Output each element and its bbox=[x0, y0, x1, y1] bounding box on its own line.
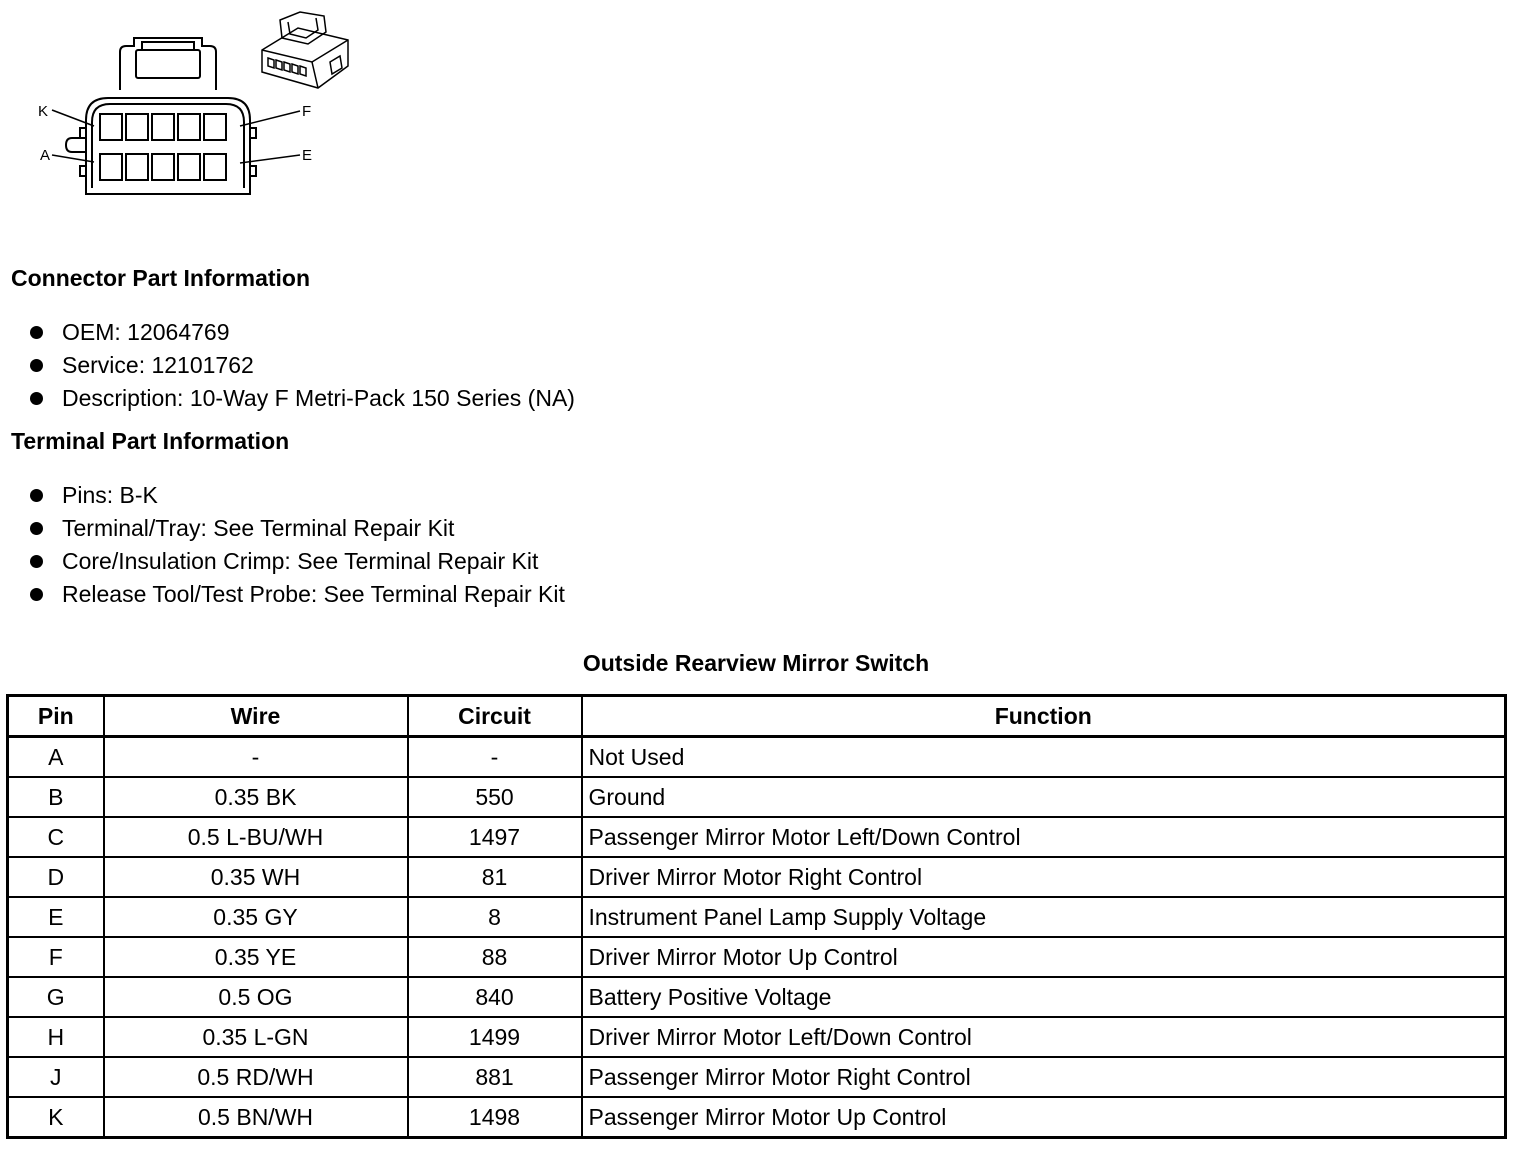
cell-circuit: - bbox=[408, 737, 582, 778]
cavity-row-top bbox=[100, 114, 226, 140]
cell-circuit: 881 bbox=[408, 1057, 582, 1097]
cell-wire: - bbox=[104, 737, 408, 778]
cell-wire: 0.5 L-BU/WH bbox=[104, 817, 408, 857]
cell-pin: A bbox=[8, 737, 104, 778]
list-item bbox=[30, 349, 575, 382]
header-function: Function bbox=[582, 696, 1506, 737]
table-row bbox=[8, 937, 1506, 977]
terminal-info-heading: Terminal Part Information bbox=[11, 428, 290, 454]
cell-function: Passenger Mirror Motor Right Control bbox=[582, 1057, 1506, 1097]
cell-circuit: 1498 bbox=[408, 1097, 582, 1138]
connector-latch-window bbox=[136, 50, 200, 78]
table-row bbox=[8, 777, 1506, 817]
cell-function: Driver Mirror Motor Right Control bbox=[582, 857, 1506, 897]
cell-pin: K bbox=[8, 1097, 104, 1138]
cell-wire: 0.35 L-GN bbox=[104, 1017, 408, 1057]
header-circuit: Circuit bbox=[408, 696, 582, 737]
table-title: Outside Rearview Mirror Switch bbox=[582, 650, 930, 676]
cell-wire: 0.35 BK bbox=[104, 777, 408, 817]
cell-circuit: 1497 bbox=[408, 817, 582, 857]
cell-circuit: 88 bbox=[408, 937, 582, 977]
cell-pin: E bbox=[8, 897, 104, 937]
cell-pin: G bbox=[8, 977, 104, 1017]
list-item-text: Release Tool/Test Probe: See Terminal Repair Kit bbox=[62, 581, 565, 607]
table-row bbox=[8, 1097, 1506, 1138]
connector-info-list bbox=[30, 316, 575, 415]
table-header-row bbox=[8, 696, 1506, 737]
list-item-text: Description: 10-Way F Metri-Pack 150 Series (NA) bbox=[62, 385, 575, 411]
list-item bbox=[30, 545, 565, 578]
cell-function: Not Used bbox=[582, 737, 1506, 778]
cell-pin: C bbox=[8, 817, 104, 857]
connector-info-heading: Connector Part Information bbox=[11, 265, 311, 291]
cavity-row-bottom bbox=[100, 154, 226, 180]
connector-isometric-view bbox=[262, 12, 348, 88]
connector-latch bbox=[120, 38, 216, 90]
pin-label-k: K bbox=[38, 103, 49, 120]
table-row bbox=[8, 1017, 1506, 1057]
cell-wire: 0.35 WH bbox=[104, 857, 408, 897]
list-item-text: Service: 12101762 bbox=[62, 352, 254, 378]
connector-diagram bbox=[30, 10, 370, 210]
list-item bbox=[30, 512, 565, 545]
cell-wire: 0.35 YE bbox=[104, 937, 408, 977]
cell-pin: H bbox=[8, 1017, 104, 1057]
cell-function: Passenger Mirror Motor Up Control bbox=[582, 1097, 1506, 1138]
bullet-icon bbox=[30, 522, 43, 535]
list-item-text: Core/Insulation Crimp: See Terminal Repair Kit bbox=[62, 548, 539, 574]
cell-circuit: 550 bbox=[408, 777, 582, 817]
list-item bbox=[30, 316, 575, 349]
cell-wire: 0.35 GY bbox=[104, 897, 408, 937]
cell-pin: J bbox=[8, 1057, 104, 1097]
list-item bbox=[30, 578, 565, 611]
table-row bbox=[8, 897, 1506, 937]
pinout-table bbox=[6, 694, 1507, 1139]
cell-function: Passenger Mirror Motor Left/Down Control bbox=[582, 817, 1506, 857]
pin-label-f: F bbox=[302, 103, 312, 120]
header-wire: Wire bbox=[104, 696, 408, 737]
cell-function: Driver Mirror Motor Up Control bbox=[582, 937, 1506, 977]
bullet-icon bbox=[30, 588, 43, 601]
cell-wire: 0.5 RD/WH bbox=[104, 1057, 408, 1097]
pin-label-e: E bbox=[302, 147, 313, 164]
list-item bbox=[30, 479, 565, 512]
cell-function: Battery Positive Voltage bbox=[582, 977, 1506, 1017]
cell-pin: B bbox=[8, 777, 104, 817]
cell-wire: 0.5 OG bbox=[104, 977, 408, 1017]
cell-function: Ground bbox=[582, 777, 1506, 817]
cell-function: Driver Mirror Motor Left/Down Control bbox=[582, 1017, 1506, 1057]
bullet-icon bbox=[30, 392, 43, 405]
cell-pin: D bbox=[8, 857, 104, 897]
bullet-icon bbox=[30, 326, 43, 339]
connector-left-tab bbox=[66, 138, 86, 152]
table-row bbox=[8, 857, 1506, 897]
header-pin: Pin bbox=[8, 696, 104, 737]
list-item-text: Pins: B-K bbox=[62, 482, 158, 508]
bullet-icon bbox=[30, 489, 43, 502]
list-item bbox=[30, 382, 575, 415]
bullet-icon bbox=[30, 359, 43, 372]
cell-wire: 0.5 BN/WH bbox=[104, 1097, 408, 1138]
cell-circuit: 8 bbox=[408, 897, 582, 937]
cell-pin: F bbox=[8, 937, 104, 977]
table-row bbox=[8, 817, 1506, 857]
table-row bbox=[8, 977, 1506, 1017]
list-item-text: Terminal/Tray: See Terminal Repair Kit bbox=[62, 515, 455, 541]
cell-circuit: 81 bbox=[408, 857, 582, 897]
table-row bbox=[8, 1057, 1506, 1097]
cell-circuit: 840 bbox=[408, 977, 582, 1017]
table-row bbox=[8, 737, 1506, 778]
pin-label-a: A bbox=[40, 147, 51, 164]
terminal-info-list bbox=[30, 479, 565, 611]
cell-circuit: 1499 bbox=[408, 1017, 582, 1057]
cell-function: Instrument Panel Lamp Supply Voltage bbox=[582, 897, 1506, 937]
list-item-text: OEM: 12064769 bbox=[62, 319, 230, 345]
bullet-icon bbox=[30, 555, 43, 568]
